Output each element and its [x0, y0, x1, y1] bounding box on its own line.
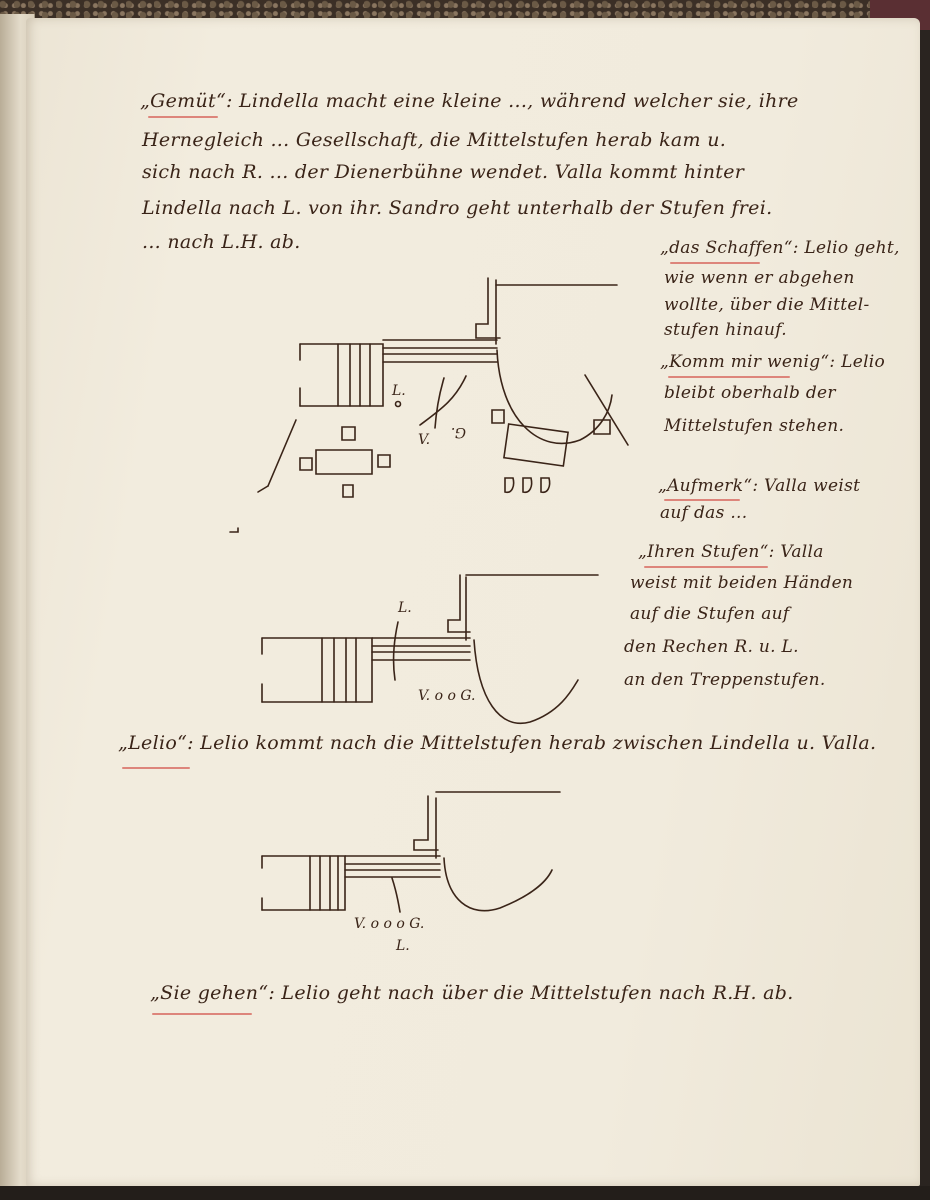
side-note-6: bleibt oberhalb der [664, 383, 836, 403]
side-note-11: weist mit beiden Händen [630, 573, 854, 593]
diagram1-label-l: L. [392, 383, 406, 399]
side-note-2: wie wenn er abgehen [664, 268, 855, 288]
lelio-line: „Lelio“: Lelio kommt nach die Mittelstufen herab zwischen Lindella u. Valla. [118, 732, 877, 754]
main-line-5: ... nach L.H. ab. [142, 231, 301, 253]
side-note-7: Mittelstufen stehen. [664, 416, 845, 436]
side-note-10: „Ihren Stufen“: Valla [638, 542, 824, 562]
side-note-13: den Rechen R. u. L. [624, 637, 799, 657]
diagram1-label-g: G. [450, 424, 466, 440]
side-note-12: auf die Stufen auf [630, 604, 790, 624]
main-line-4: Lindella nach L. von ihr. Sandro geht unterhalb der Stufen frei. [142, 197, 773, 219]
final-line: „Sie gehen“: Lelio geht nach über die Mittelstufen nach R.H. ab. [150, 982, 794, 1004]
side-note-3: wollte, über die Mittel- [664, 295, 870, 315]
side-note-9: auf das ... [660, 503, 748, 523]
diagram3-label-vg: V. o o o G. [354, 916, 425, 932]
diagram1-label-v: V. [418, 432, 431, 448]
diagram2-label-vg: V. o o G. [418, 688, 476, 704]
side-note-14: an den Treppenstufen. [624, 670, 826, 690]
main-line-1: „Gemüt“: Lindella macht eine kleine ..., während welcher sie, ihre [140, 90, 799, 112]
book-bottom-edge [0, 1186, 930, 1200]
side-note-4: stufen hinauf. [664, 320, 787, 340]
main-line-2: Hernegleich ... Gesellschaft, die Mittelstufen herab kam u. [142, 129, 727, 151]
diagram2-label-l: L. [398, 600, 412, 616]
side-note-1: „das Schaffen“: Lelio geht, [660, 238, 900, 258]
main-line-3: sich nach R. ... der Dienerbühne wendet. Valla kommt hinter [142, 161, 745, 183]
diagram3-label-l: L. [396, 938, 410, 954]
side-note-5: „Komm mir wenig“: Lelio [660, 352, 886, 372]
side-note-8: „Aufmerk“: Valla weist [658, 476, 861, 496]
